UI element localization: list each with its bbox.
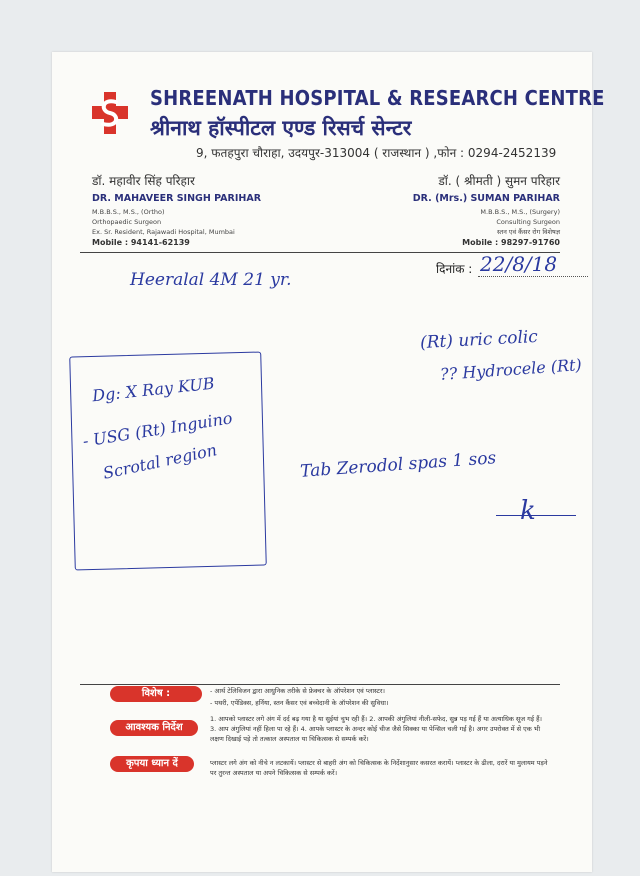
doctor-left-name: DR. MAHAVEER SINGH PARIHAR: [92, 193, 262, 204]
doctor-left-block: [92, 172, 261, 247]
signature-underline: [496, 515, 576, 516]
doctor-left-qualification: M.B.B.S., M.S., (Ortho): [92, 208, 165, 216]
footer-line-4: प्लास्टर लगे अंग को नीचे न लटकायें। प्लास्टर से बाहरी अंग को चिकित्सक के निर्देशानुसार कसरत करायें। प्लास्टर के ढीला, दरारें या मुलायम पड़ने पर तुरन्त अस्पताल या अपने चिकित्सक से सम्पर्क करें।: [210, 759, 548, 777]
footer-line-3: 1. आपको प्लास्टर लगे अंग में दर्द बढ़ गया है या सुईयां चुभ रही हैं। 2. आपकी अंगुलियां नीली-सफेद, सुन्न पड़ गई हैं या अत्याधिक सूज गई हैं। 3. आप अंगुलियां नहीं हिला पा रहे हैं। 4. आपके प्लास्टर के अन्दर कोई चीज जैसे सिक्का या पेन्सिल चली गई है। अगर उपरोक्त में से एक भी लक्षण दिखाई पड़े तो तत्काल अस्पताल या चिकित्सक से सम्पर्क करें।: [210, 715, 543, 743]
special-badge: विशेष :: [110, 686, 202, 702]
diagnosis-line-1: (Rt) uric colic: [419, 326, 539, 354]
doctor-right-name-hindi: डॉ. ( श्रीमती ) सुमन परिहार: [438, 174, 560, 188]
date-label: दिनांक :: [436, 262, 473, 276]
doctor-right-name: DR. (Mrs.) SUMAN PARIHAR: [412, 193, 560, 204]
date-underline: [478, 276, 588, 277]
investigation-line-3: Scrotal region: [101, 440, 219, 483]
doctor-right-mobile: Mobile : 98297-91760: [462, 238, 560, 247]
doctor-right-role: Consulting Surgeon: [496, 218, 560, 226]
investigation-line-2: - USG (Rt) Inguino: [81, 408, 234, 451]
date-value: 22/8/18: [480, 252, 558, 276]
doctor-left-role: Orthopaedic Surgeon: [92, 218, 162, 226]
hospital-logo-icon: [92, 92, 128, 134]
doctor-right-qualification: M.B.B.S., M.S., (Surgery): [480, 208, 560, 216]
hospital-address: 9, फतहपुरा चौराहा, उदयपुर-313004 ( राजस्थान ) ,फोन : 0294-2452139: [196, 146, 557, 160]
medication-line: Tab Zerodol spas 1 sos: [299, 448, 497, 482]
footer-divider: [80, 684, 560, 685]
doctor-right-specialty: स्तन एवं कैंसर रोग विशेषज्ञ: [496, 228, 560, 236]
hospital-name-english: SHREENATH HOSPITAL & RESEARCH CENTRE: [150, 86, 605, 110]
hospital-name-hindi: श्रीनाथ हॉस्पीटल एण्ड रिसर्च सेन्टर: [150, 116, 412, 140]
doctor-signature: k: [520, 496, 536, 526]
diagnosis-line-2: ?? Hydrocele (Rt): [439, 355, 583, 384]
doctor-left-experience: Ex. Sr. Resident, Rajawadi Hospital, Mumbai: [92, 228, 235, 236]
doctor-left-mobile: Mobile : 94141-62139: [92, 238, 190, 247]
attention-badge: कृपया ध्यान दें: [110, 756, 194, 772]
instructions-badge: आवश्यक निर्देश: [110, 720, 198, 736]
footer-line-1: - आर्थ टेलिविजन द्वारा आधुनिक तरीके से फ्रेक्चर के ऑपरेशन एवं प्लास्टर।: [210, 687, 385, 695]
footer-line-2: - पथरी, एपेंडिक्स, हर्निया, स्तन कैंसर एवं बच्चेदानी के ऑपरेशन की सुविधा।: [210, 699, 389, 707]
doctor-right-block: [413, 172, 560, 247]
patient-details: Heeralal 4M 21 yr.: [130, 270, 292, 290]
doctor-left-name-hindi: डॉ. महावीर सिंह परिहार: [92, 174, 195, 188]
investigation-line-1: Dg: X Ray KUB: [91, 373, 216, 406]
